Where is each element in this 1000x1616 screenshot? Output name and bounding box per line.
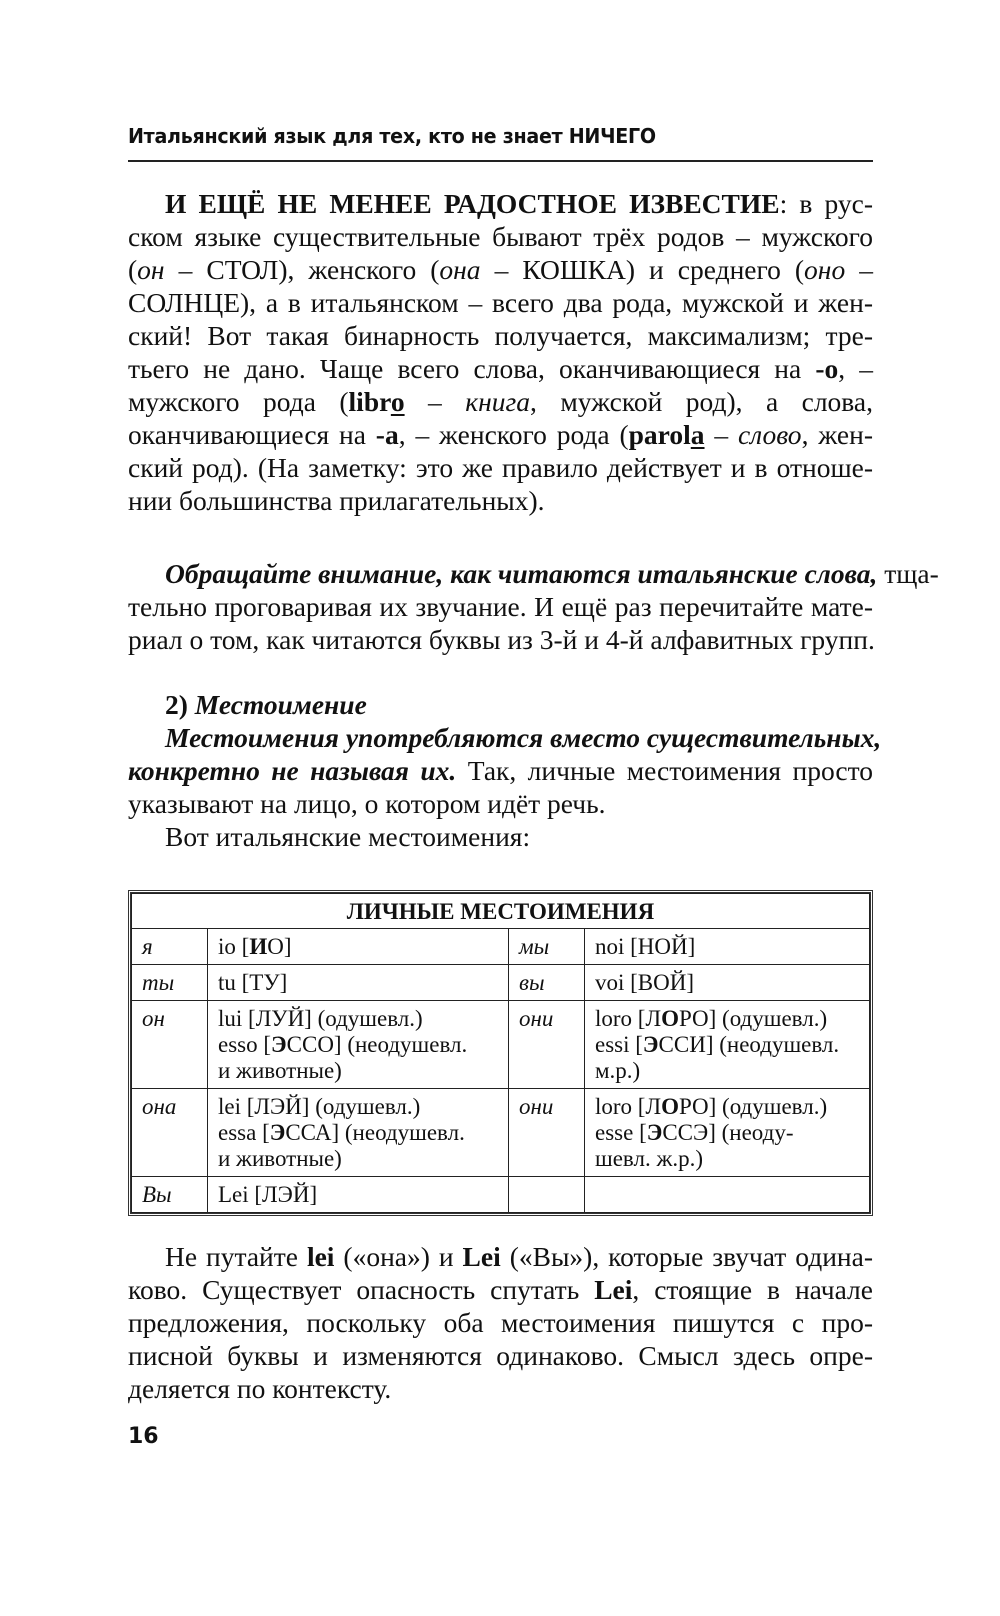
italian-pronoun: lui [ЛУЙ] (одушевл.) esso [ЭССО] (неодушевл. и животные)	[208, 1001, 509, 1089]
table-title: ЛИЧНЫЕ МЕСТОИМЕНИЯ	[132, 894, 870, 929]
text-line: Обращайте внимание, как читаются итальянские слова, тща-	[165, 558, 939, 589]
italian-pronoun: Lei [ЛЭЙ]	[208, 1177, 509, 1213]
text-line: тельно проговаривая их звучание. И ещё раз перечитайте мате-	[128, 591, 873, 622]
russian-pronoun-plural: мы	[509, 929, 585, 965]
section-number: 2)	[165, 689, 188, 720]
russian-pronoun-plural	[509, 1177, 585, 1213]
paragraph-reading-advice	[128, 557, 939, 656]
header-rule	[128, 160, 873, 162]
text-line: ский род). (На заметку: это же правило действует и в отноше-	[128, 452, 873, 483]
text-line: Не путайте lei («она») и Lei («Вы»), которые звучат одина-	[165, 1241, 873, 1272]
paragraph-lei-warning	[128, 1240, 873, 1405]
intro-table-text: Вот итальянские местоимения:	[165, 821, 531, 852]
text-line: предложения, поскольку оба местоимения пишутся с про-	[128, 1307, 873, 1338]
italian-pronoun-plural: noi [НОЙ]	[585, 929, 870, 965]
table-row	[132, 965, 870, 1001]
russian-pronoun-plural: они	[509, 1089, 585, 1177]
table-row	[132, 1001, 870, 1089]
text-line: риал о том, как читаются буквы из 3-й и 4-й алфавитных групп.	[128, 624, 875, 655]
italian-pronoun: io [ИО]	[208, 929, 509, 965]
russian-pronoun-plural: вы	[509, 965, 585, 1001]
running-head: Итальянский язык для тех, кто не знает НИЧЕГО	[128, 124, 656, 148]
text-line: (он – СТОЛ), женского (она – КОШКА) и среднего (оно –	[128, 254, 873, 285]
italian-pronoun: lei [ЛЭЙ] (одушевл.) essa [ЭССА] (неодушевл. и животные)	[208, 1089, 509, 1177]
table-row	[132, 929, 870, 965]
text-line: ский! Вот такая бинарность получается, максимализм; тре-	[128, 320, 873, 351]
italian-pronoun-plural: loro [ЛОРО] (одушевл.) essi [ЭССИ] (неодушевл. м.р.)	[585, 1001, 870, 1089]
text-line: нии большинства прилагательных).	[128, 485, 545, 516]
section-heading	[128, 688, 873, 721]
paragraph-genders	[128, 187, 873, 517]
text-line: И ЕЩЁ НЕ МЕНЕЕ РАДОСТНОЕ ИЗВЕСТИЕ: в рус-	[165, 188, 873, 219]
table-row	[132, 1089, 870, 1177]
text-line: указывают на лицо, о котором идёт речь.	[128, 788, 606, 819]
russian-pronoun: он	[132, 1001, 208, 1089]
paragraph-intro-table	[128, 820, 873, 853]
text-line: Местоимения употребляются вместо существительных,	[165, 722, 882, 753]
text-line: конкретно не называя их. Так, личные местоимения просто	[128, 755, 873, 786]
russian-pronoun: я	[132, 929, 208, 965]
russian-pronoun: она	[132, 1089, 208, 1177]
text-line: мужского рода (libro – книга, мужской род), а слова,	[128, 386, 874, 417]
text-line: ково. Существует опасность спутать Lei, стоящие в начале	[128, 1274, 873, 1305]
russian-pronoun: Вы	[132, 1177, 208, 1213]
russian-pronoun-plural: они	[509, 1001, 585, 1089]
text-line: СОЛНЦЕ), а в итальянском – всего два рода, мужской и жен-	[128, 287, 873, 318]
italian-pronoun-plural: voi [ВОЙ]	[585, 965, 870, 1001]
paragraph-pronoun-definition	[128, 721, 882, 820]
text-line: деляется по контексту.	[128, 1373, 392, 1404]
personal-pronouns-table	[128, 890, 873, 1216]
russian-pronoun: ты	[132, 965, 208, 1001]
section-title: Местоимение	[194, 689, 367, 720]
italian-pronoun: tu [ТУ]	[208, 965, 509, 1001]
text-line: писной буквы и изменяются одинаково. Смысл здесь опре-	[128, 1340, 873, 1371]
text-line: ском языке существительные бывают трёх родов – мужского	[128, 221, 873, 252]
text-line: тьего не дано. Чаще всего слова, оканчивающиеся на -о, –	[128, 353, 873, 384]
italian-pronoun-plural	[585, 1177, 870, 1213]
text-line: оканчивающиеся на -а, – женского рода (parola – слово, жен-	[128, 419, 873, 450]
italian-pronoun-plural: loro [ЛОРО] (одушевл.) esse [ЭССЭ] (неоду- шевл. ж.р.)	[585, 1089, 870, 1177]
page-number: 16	[128, 1424, 159, 1449]
table-row	[132, 1177, 870, 1213]
